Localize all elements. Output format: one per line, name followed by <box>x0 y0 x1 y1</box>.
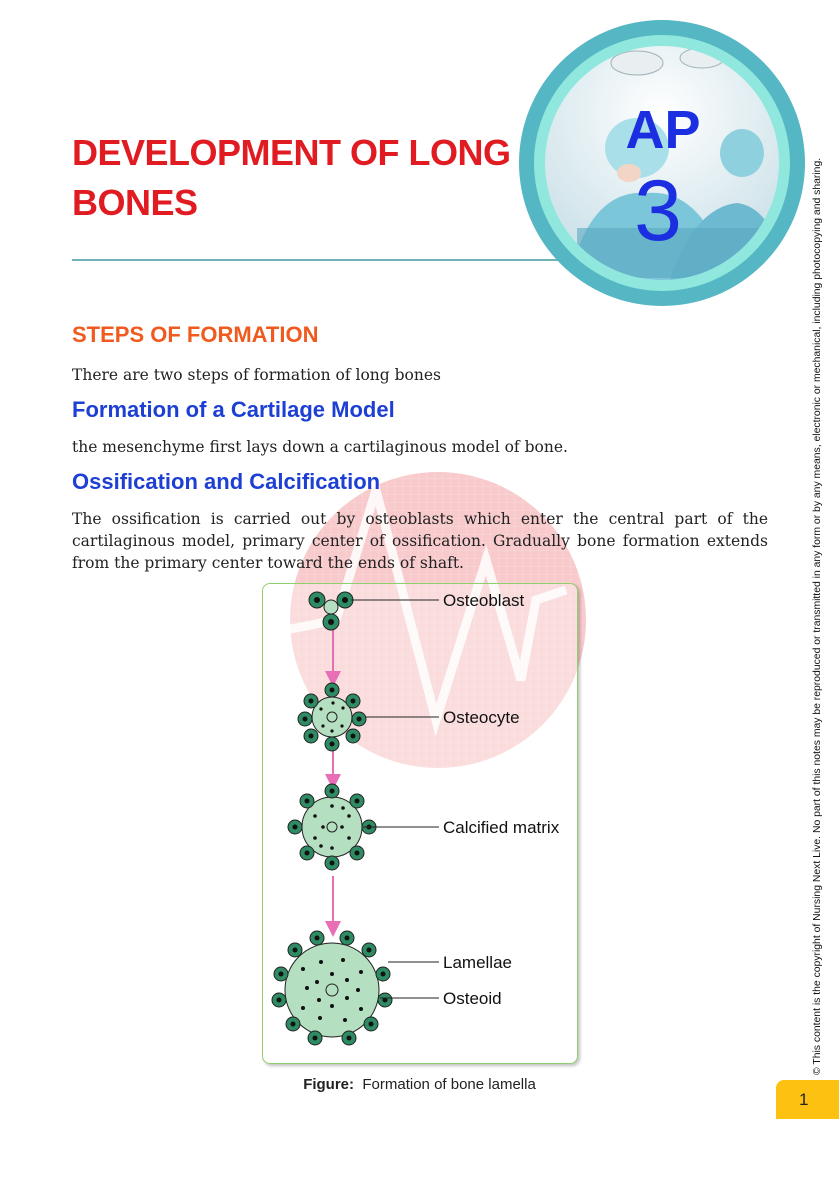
label-calcified-matrix: Calcified matrix <box>443 818 560 837</box>
caption-text: Formation of bone lamella <box>362 1076 536 1093</box>
title-line-1: DEVELOPMENT OF LONG <box>72 132 511 173</box>
cartilage-model-text: the mesenchyme first lays down a cartilaginous model of bone. <box>72 438 568 456</box>
bone-lamella-figure <box>262 583 578 1064</box>
badge-text: AP <box>625 100 701 160</box>
caption-prefix: Figure: <box>303 1076 355 1093</box>
section-heading: STEPS OF FORMATION <box>72 322 319 347</box>
title-divider <box>72 259 592 261</box>
ossification-text: The ossification is carried out by osteoblasts which enter the central part of the cartilaginous model, primary center of ossification. Gradually bone formation extends from the primary center toward the ends of shaft. <box>72 510 768 572</box>
label-osteoblast: Osteoblast <box>443 591 525 610</box>
label-lamellae: Lamellae <box>443 953 512 972</box>
osteocyte-cluster <box>298 683 366 751</box>
section-intro: There are two steps of formation of long bones <box>72 366 441 384</box>
figure-caption <box>0 1076 839 1093</box>
badge-number: 3 <box>634 163 682 259</box>
subheading-cartilage-model: Formation of a Cartilage Model <box>72 397 395 422</box>
label-osteoid: Osteoid <box>443 989 502 1008</box>
title-line-2: BONES <box>72 182 198 223</box>
calcified-matrix-cluster <box>288 784 376 870</box>
osteoblast-cluster <box>309 592 353 630</box>
page-title <box>72 128 532 228</box>
label-osteocyte: Osteocyte <box>443 708 520 727</box>
page-number: 1 <box>776 1080 839 1119</box>
copyright-notice: © This content is the copyright of Nursing Next Live. No part of this notes may be reproduced or transmitted in any form or by any means, electronic or mechanical, including photocopying and sharing. <box>812 157 823 1075</box>
bone-lamella-diagram <box>263 584 577 1063</box>
lamellae-cluster <box>272 931 392 1045</box>
ap3-badge <box>517 18 807 308</box>
subheading-ossification: Ossification and Calcification <box>72 469 381 494</box>
